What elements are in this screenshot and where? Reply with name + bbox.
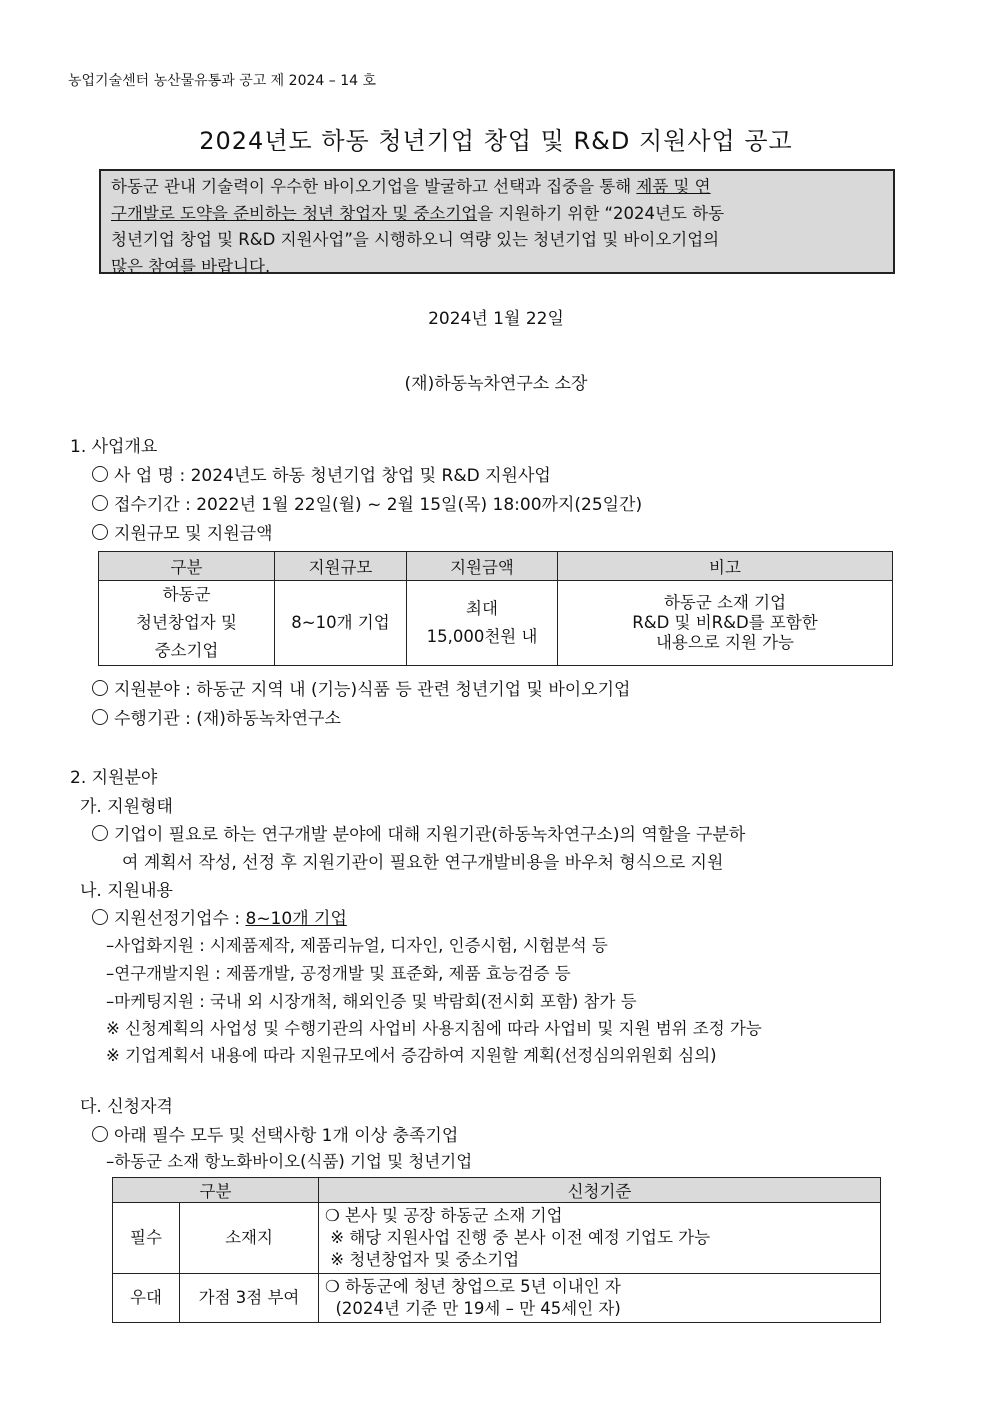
table-header: 비고 bbox=[558, 552, 893, 581]
circle-bullet-icon bbox=[92, 709, 108, 725]
circle-bullet-icon bbox=[92, 1126, 108, 1142]
list-item: 지원선정기업수 : 8~10개 기업 bbox=[92, 904, 347, 929]
list-item: 수행기관 : (재)하동녹차연구소 bbox=[92, 704, 341, 729]
table-cell: 8~10개 기업 bbox=[275, 581, 407, 666]
table-cell: 필수 bbox=[113, 1203, 180, 1274]
table-header: 지원금액 bbox=[407, 552, 558, 581]
table-header: 구분 bbox=[99, 552, 275, 581]
table-header: 구분 bbox=[113, 1178, 319, 1203]
dash-item: –연구개발지원 : 제품개발, 공정개발 및 표준화, 제품 효능검증 등 bbox=[106, 964, 571, 983]
summary-text: 많은 참여를 바랍니다. bbox=[111, 256, 271, 276]
table-cell: 우대 bbox=[113, 1274, 180, 1323]
section-heading: 1. 사업개요 bbox=[70, 437, 158, 457]
document-title: 2024년도 하동 청년기업 창업 및 R&D 지원사업 공고 bbox=[199, 127, 793, 155]
circle-bullet-icon bbox=[92, 825, 108, 841]
dash-item: –하동군 소재 항노화바이오(식품) 기업 및 청년기업 bbox=[106, 1152, 473, 1171]
subsection-heading: 나. 지원내용 bbox=[80, 881, 173, 901]
list-item: 기업이 필요로 하는 연구개발 분야에 대해 지원기관(하동녹차연구소)의 역할을 구분하 bbox=[92, 820, 745, 845]
support-scale-table bbox=[98, 551, 893, 666]
table-cell: ❍ 본사 및 공장 하동군 소재 기업 ※ 해당 지원사업 진행 중 본사 이전 예정 기업도 가능 ※ 청년창업자 및 중소기업 bbox=[319, 1203, 881, 1274]
table-cell: 가점 3점 부여 bbox=[180, 1274, 319, 1323]
list-item: 접수기간 : 2022년 1월 22일(월) ~ 2월 15일(목) 18:00까지(25일간) bbox=[92, 490, 642, 515]
list-item: 사 업 명 : 2024년도 하동 청년기업 창업 및 R&D 지원사업 bbox=[92, 461, 551, 486]
note-item: ※ 신청계획의 사업성 및 수행기관의 사업비 사용지침에 따라 사업비 및 지원 범위 조정 가능 bbox=[106, 1019, 762, 1038]
dash-item: –사업화지원 : 시제품제작, 제품리뉴얼, 디자인, 인증시험, 시험분석 등 bbox=[106, 936, 608, 955]
subsection-heading: 다. 신청자격 bbox=[80, 1097, 173, 1117]
table-cell: 하동군 청년창업자 및 중소기업 bbox=[99, 581, 275, 666]
table-cell: ❍ 하동군에 청년 창업으로 5년 이내인 자 (2024년 기준 만 19세 – 만 45세인 자) bbox=[319, 1274, 881, 1323]
summary-text: 청년기업 창업 및 R&D 지원사업”을 시행하오니 역량 있는 청년기업 및 바이오기업의 bbox=[111, 230, 720, 249]
table-header: 지원규모 bbox=[275, 552, 407, 581]
table-cell: 소재지 bbox=[180, 1203, 319, 1274]
circle-bullet-icon bbox=[92, 495, 108, 511]
note-item: ※ 기업계획서 내용에 따라 지원규모에서 증감하여 지원할 계획(선정심의위원회 심의) bbox=[106, 1046, 717, 1065]
notice-date: 2024년 1월 22일 bbox=[428, 309, 564, 329]
circle-bullet-icon bbox=[92, 466, 108, 482]
summary-text: 하동군 관내 기술력이 우수한 바이오기업을 발굴하고 선택과 집중을 통해 bbox=[111, 177, 637, 196]
list-item-continuation: 여 계획서 작성, 선정 후 지원기관이 필요한 연구개발비용을 바우처 형식으로 지원 bbox=[122, 853, 724, 873]
table-cell: 하동군 소재 기업 R&D 및 비R&D를 포함한 내용으로 지원 가능 bbox=[558, 581, 893, 666]
notice-number: 농업기술센터 농산물유통과 공고 제 2024 – 14 호 bbox=[68, 73, 376, 89]
section-heading: 2. 지원분야 bbox=[70, 768, 158, 788]
summary-box bbox=[99, 169, 895, 274]
eligibility-table bbox=[112, 1177, 881, 1323]
selected-count: 8~10개 기업 bbox=[245, 909, 347, 929]
circle-bullet-icon bbox=[92, 909, 108, 925]
list-item: 아래 필수 모두 및 선택사항 1개 이상 충족기업 bbox=[92, 1121, 458, 1146]
list-item: 지원분야 : 하동군 지역 내 (기능)식품 등 관련 청년기업 및 바이오기업 bbox=[92, 675, 630, 700]
summary-underline: 구개발로 도약을 준비하는 청년 창업자 및 중소기업 bbox=[111, 203, 478, 223]
circle-bullet-icon bbox=[92, 524, 108, 540]
list-item: 지원규모 및 지원금액 bbox=[92, 519, 273, 544]
table-row bbox=[113, 1274, 881, 1323]
subsection-heading: 가. 지원형태 bbox=[80, 797, 173, 817]
table-cell: 최대 15,000천원 내 bbox=[407, 581, 558, 666]
table-row bbox=[113, 1203, 881, 1274]
circle-bullet-icon bbox=[92, 680, 108, 696]
table-header: 신청기준 bbox=[319, 1178, 881, 1203]
table-row bbox=[99, 581, 893, 666]
dash-item: –마케팅지원 : 국내 외 시장개척, 해외인증 및 박람회(전시회 포함) 참가 등 bbox=[106, 992, 637, 1011]
summary-text: 을 지원하기 위한 “2024년도 하동 bbox=[477, 203, 725, 223]
summary-underline: 제품 및 연 bbox=[636, 177, 711, 196]
issuing-org: (재)하동녹차연구소 소장 bbox=[404, 374, 588, 394]
